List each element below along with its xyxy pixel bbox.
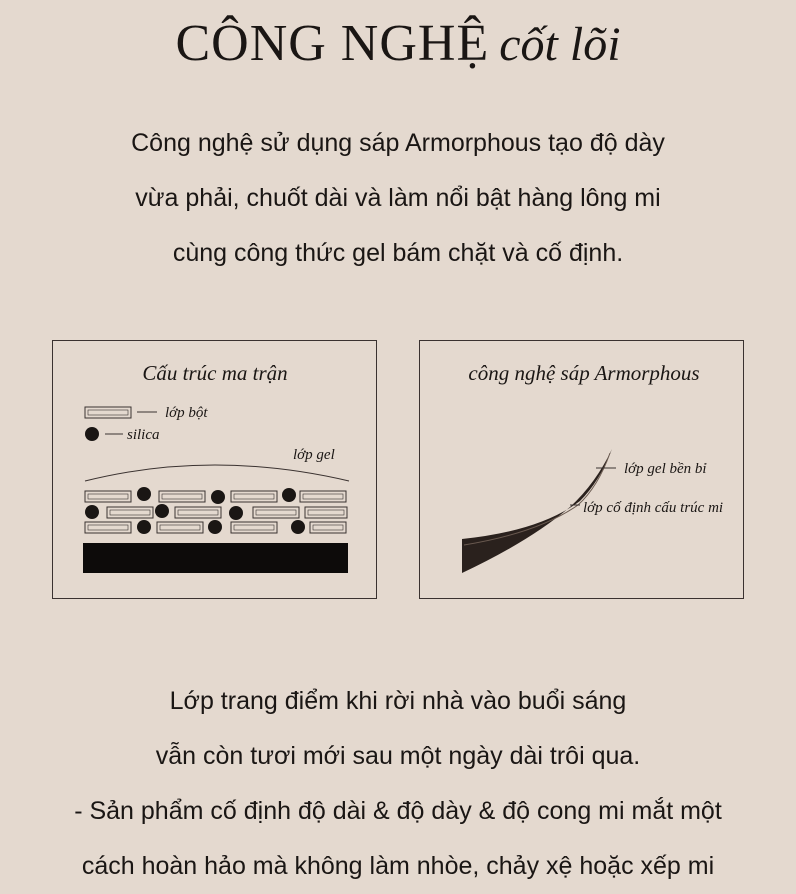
matrix-structure-svg <box>53 341 378 600</box>
page-title <box>0 14 796 73</box>
silica-legend-icon <box>85 427 99 441</box>
title-main: CÔNG NGHỆ <box>175 15 490 72</box>
body-line: cách hoàn hảo mà không làm nhòe, chảy xệ hoặc xếp mi <box>81 852 715 880</box>
intro-paragraph <box>0 116 796 281</box>
armorphous-wax-svg <box>420 341 745 600</box>
armorphous-wax-diagram <box>419 340 744 599</box>
powder-legend-icon <box>85 407 131 418</box>
silica-legend-label: silica <box>127 427 160 443</box>
body-line: vẫn còn tươi mới sau một ngày dài trôi qua. <box>155 742 641 770</box>
matrix-structure-diagram <box>52 340 377 599</box>
intro-line: cùng công thức gel bám chặt và cố định. <box>172 239 624 267</box>
gel-layer-label: lớp gel <box>293 447 335 463</box>
base-layer-block <box>83 543 348 573</box>
wax-gel-label: lớp gel bền bỉ <box>624 461 707 477</box>
intro-line: vừa phải, chuốt dài và làm nổi bật hàng lông mi <box>135 184 661 212</box>
powder-legend-label: lớp bột <box>165 405 208 421</box>
matrix-title: Cấu trúc ma trận <box>142 361 288 385</box>
matrix-row-2 <box>85 504 347 520</box>
title-accent: cốt lõi <box>499 18 621 71</box>
matrix-row-3 <box>85 520 346 534</box>
wax-fix-label: lớp cố định cấu trúc mi <box>583 500 724 516</box>
wax-title: công nghệ sáp Armorphous <box>468 361 700 385</box>
body-line: Lớp trang điểm khi rời nhà vào buổi sáng <box>169 687 627 715</box>
intro-line: Công nghệ sử dụng sáp Armorphous tạo độ dày <box>131 129 665 157</box>
body-paragraph <box>0 674 796 894</box>
matrix-row-1 <box>85 487 346 504</box>
gel-layer-arc <box>85 465 349 481</box>
body-line: - Sản phẩm cố định độ dài & độ dày & độ cong mi mắt một <box>74 797 722 825</box>
